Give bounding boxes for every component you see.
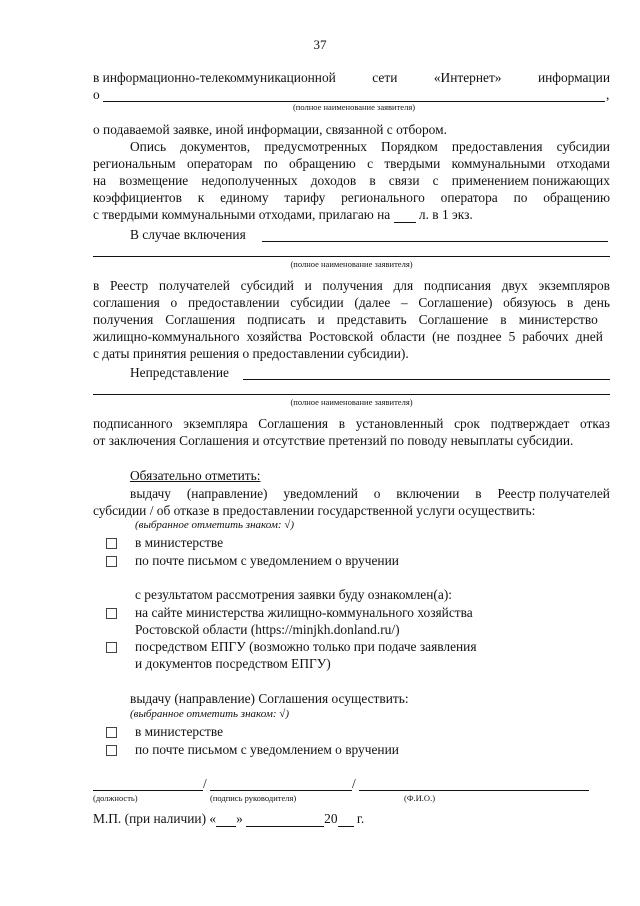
paragraph-line: от заключения Соглашения и отсутствие претензий по поводу невыплаты субсидии.	[93, 433, 574, 448]
caption-signature: (подпись руководителя)	[210, 793, 297, 803]
field-caption: (полное наименование заявителя)	[290, 397, 413, 407]
option-label: на сайте министерства жилищно-коммунального хозяйства	[135, 605, 473, 620]
option-label: по почте письмом с уведомлением о вручении	[135, 742, 399, 757]
paragraph-line: коэффициентов к единому тарифу регионального оператора по обращению	[93, 190, 610, 205]
paragraph-line: субсидии / об отказе в предоставлении государственной услуги осуществить:	[93, 503, 536, 518]
label-o: о	[93, 87, 100, 102]
label-nonsubmission: Непредставление	[130, 365, 230, 380]
checkbox-website[interactable]	[106, 608, 117, 619]
paragraph-line: с результатом рассмотрения заявки буду ознакомлен(а):	[135, 587, 452, 602]
paragraph-line: в Реестр получателей субсидий и получения для подписания двух экземпляров	[93, 278, 610, 293]
paragraph-line: в информационно-телекоммуникационной сети «Интернет» информации	[93, 70, 610, 85]
inclusion-name-field-2[interactable]	[93, 256, 610, 257]
date-month-field[interactable]	[246, 814, 324, 827]
option-label: по почте письмом с уведомлением о вручении	[135, 553, 399, 568]
option-label: в министерстве	[135, 535, 224, 550]
paragraph-line: с даты принятия решения о предоставлении субсидии).	[93, 346, 409, 361]
caption-position: (должность)	[93, 793, 138, 803]
paragraph-line: региональным операторам по обращению с твердыми коммунальными отходами	[93, 156, 610, 171]
stamp-date-line: М.П. (при наличии) « » 20 г.	[93, 811, 365, 826]
signature-field[interactable]	[210, 790, 352, 791]
checkbox-epgu[interactable]	[106, 642, 117, 653]
selection-note: (выбранное отметить знаком: √)	[135, 519, 295, 531]
page-number: 37	[313, 37, 327, 52]
option-label: посредством ЕПГУ (возможно только при подаче заявления	[135, 639, 477, 654]
sheets-count-field[interactable]	[394, 210, 416, 223]
paragraph-line: Опись документов, предусмотренных Порядком предоставления субсидии	[130, 139, 610, 154]
paragraph-line: получения Соглашения подписать и представить Соглашение в министерство	[93, 312, 598, 327]
caption-full-name: (Ф.И.О.)	[404, 793, 436, 803]
date-year-field[interactable]	[338, 814, 354, 827]
section-heading: Обязательно отметить:	[130, 468, 261, 483]
option-label: Ростовской области (https://minjkh.donland.ru/)	[135, 622, 400, 637]
inclusion-name-field[interactable]	[262, 241, 608, 242]
paragraph-line: на возмещение недополученных доходов в связи с применением понижающих	[93, 173, 610, 188]
paragraph-line: о подаваемой заявке, иной информации, связанной с отбором.	[93, 122, 447, 137]
paragraph-line: выдачу (направление) Соглашения осуществить:	[130, 691, 409, 706]
document-page: 37 в информационно-телекоммуникационной сети «Интернет» информации о , (полное наименование заявителя) о подаваемой заявке, иной информации, связанной с отбором. Опись документов, предусмотренных Порядком предоставления субсидии региональным операторам по обращению с твердыми коммунальными отходами на возмещение недополученных доходов в связи с применением понижающих коэффициентов к единому тарифу регионального оператора по обращению с твердыми коммунальными отходами, прилагаю на л. в 1 экз. В случае включения (полное наименование заявителя) в Реестр получателей субсидий и получения для подписания двух экземпляров соглашения о предоставлении субсидии (далее – Соглашение) обязуюсь в день получения Соглашения подписать и представить Соглашение в министерство жилищно-коммунального хозяйства Ростовской области (не позднее 5 рабочих дней с даты принятия решения о предоставлении субсидии). Непредставление (полное наименование заявителя) подписанного экземпляра Соглашения в установленный срок подтверждает отказ от заключения Соглашения и отсутствие претензий по поводу невыплаты субсидии. Обязательно отметить: выдачу (направление) уведомлений о включении в Реестр получателей субсидии / об отказе в предоставлении государственной услуги осуществить: (выбранное отметить знаком: √) в министерстве по почте письмом с уведомлением о вручении с результатом рассмотрения заявки буду ознакомлен(а): на сайте министерства жилищно-коммунального хозяйства Ростовской области (https://minjkh.donland.ru/) посредством ЕПГУ (возможно только при подаче заявления и документов посредством ЕПГУ) выдачу (направление) Соглашения осуществить: (выбранное отметить знаком: √) в министерстве по почте письмом с уведомлением о вручении / / (должность) (подпись руководителя) (Ф.И.О.) М.П. (при наличии) « » 20 г.	[0, 0, 640, 906]
paragraph-line: жилищно-коммунального хозяйства Ростовской области (не позднее 5 рабочих дней	[93, 329, 603, 344]
full-name-field[interactable]	[359, 790, 589, 791]
paragraph-line: выдачу (направление) уведомлений о включении в Реестр получателей	[130, 486, 610, 501]
position-field[interactable]	[93, 790, 203, 791]
field-caption: (полное наименование заявителя)	[290, 259, 413, 269]
selection-note: (выбранное отметить знаком: √)	[130, 708, 290, 720]
option-label: в министерстве	[135, 724, 224, 739]
label-inclusion: В случае включения	[130, 227, 246, 242]
checkbox-mail[interactable]	[106, 556, 117, 567]
nonsubmission-name-field-2[interactable]	[93, 394, 610, 395]
nonsubmission-name-field[interactable]	[243, 379, 610, 380]
checkbox-mail-2[interactable]	[106, 745, 117, 756]
checkbox-ministry-2[interactable]	[106, 727, 117, 738]
option-label: и документов посредством ЕПГУ)	[135, 656, 331, 671]
paragraph-line: соглашения о предоставлении субсидии (далее – Соглашение) обязуюсь в день	[93, 295, 610, 310]
date-day-field[interactable]	[216, 814, 236, 827]
paragraph-line: с твердыми коммунальными отходами, прилагаю на л. в 1 экз.	[93, 207, 473, 222]
field-caption: (полное наименование заявителя)	[292, 102, 416, 112]
checkbox-ministry[interactable]	[106, 538, 117, 549]
paragraph-line: подписанного экземпляра Соглашения в установленный срок подтверждает отказ	[93, 416, 610, 431]
